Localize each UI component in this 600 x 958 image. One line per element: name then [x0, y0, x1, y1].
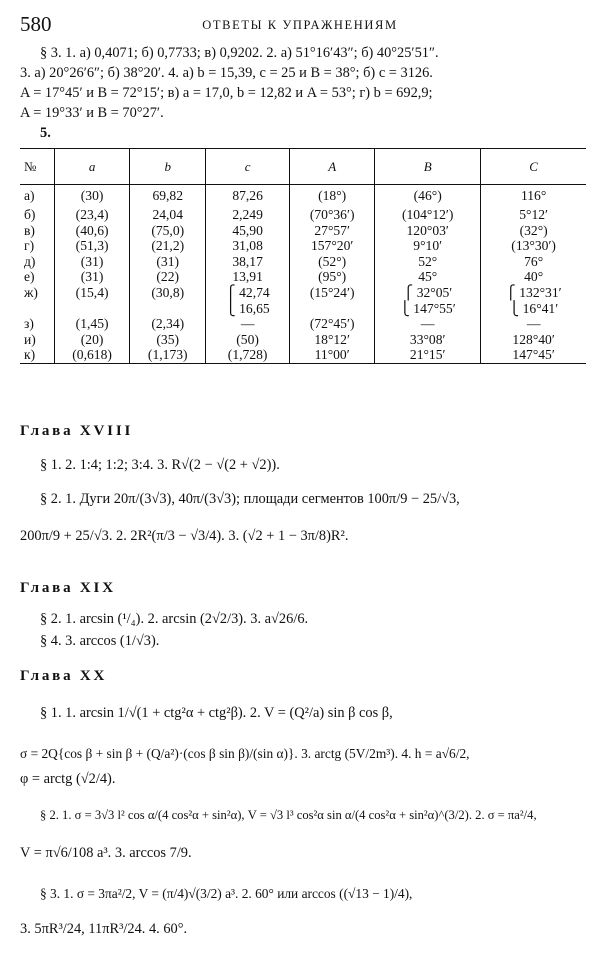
table-cell: 13,91	[206, 269, 290, 285]
table-cell: 45°	[375, 269, 481, 285]
table-cell: —	[206, 316, 290, 332]
s3-line-3: A = 17°45′ и B = 72°15′; в) a = 17,0, b = 12,82 и A = 53°; г) b = 692,9;	[20, 85, 433, 101]
ch19-line-2: § 4. 3. arccos (1/√3).	[40, 633, 160, 649]
table-cell	[54, 301, 130, 317]
table-row	[20, 301, 586, 317]
chapter-18-title: Глава XVIII	[20, 423, 134, 439]
table-cell: 87,26	[206, 185, 290, 208]
s3-line-4: A = 19°33′ и B = 70°27′.	[20, 105, 164, 121]
table-row	[20, 223, 586, 239]
table-cell	[20, 301, 54, 317]
table-cell: (23,4)	[54, 207, 130, 223]
table-cell: (95°)	[290, 269, 375, 285]
table-cell: (75,0)	[130, 223, 206, 239]
table-cell: 9°10′	[375, 238, 481, 254]
table-cell: (31)	[54, 269, 130, 285]
table-header-row	[20, 149, 586, 185]
table-cell: ⎩ 16,65	[206, 301, 290, 317]
table-header: a	[54, 149, 130, 185]
table-cell: 69,82	[130, 185, 206, 208]
page-number: 580	[20, 12, 52, 36]
table-cell: (31)	[130, 254, 206, 270]
table-cell: ж)	[24, 284, 38, 300]
table-cell: (22)	[130, 269, 206, 285]
table-row	[20, 185, 586, 208]
table-cell: 33°08′	[375, 332, 481, 348]
table-cell	[290, 301, 375, 317]
table-cell: б)	[24, 207, 36, 222]
table-cell: а)	[24, 188, 35, 204]
table-header: №	[20, 149, 54, 185]
table-cell: (32°)	[481, 223, 586, 239]
table-header: C	[481, 149, 586, 185]
table-cell: ⎧ 132°31′	[481, 285, 586, 301]
table-cell: 5°12′	[481, 207, 586, 223]
table-row	[20, 238, 586, 254]
table-cell: 21°15′	[375, 347, 481, 363]
answers-table	[20, 148, 586, 364]
table-row	[20, 285, 586, 301]
table-cell: (1,173)	[130, 347, 206, 363]
table-cell: ⎩ 16°41′	[481, 301, 586, 317]
table-cell: (21,2)	[130, 238, 206, 254]
table-header: c	[206, 149, 290, 185]
ch20-line-6: § 3. 1. σ = 3πa²/2, V = (π/4)√(3/2) a³. 2. 60° или arccos ((√13 − 1)/4),	[40, 886, 413, 901]
ch20-line-3: φ = arctg (√2/4).	[20, 771, 116, 787]
table-cell: (20)	[54, 332, 130, 348]
table-cell: (15°24′)	[290, 285, 375, 301]
running-head: ОТВЕТЫ К УПРАЖНЕНИЯМ	[202, 18, 398, 32]
chapter-20-title: Глава XX	[20, 668, 108, 684]
table-cell: (18°)	[290, 185, 375, 208]
s3-line-1: § 3. 1. а) 0,4071; б) 0,7733; в) 0,9202. 2. а) 51°16′43″; б) 40°25′51″.	[40, 45, 439, 61]
table-cell: 157°20′	[290, 238, 375, 254]
table-cell: з)	[24, 316, 34, 332]
table-cell: (1,728)	[206, 347, 290, 363]
table-row	[20, 347, 586, 363]
table-cell: и)	[24, 331, 36, 347]
table-cell: (13°30′)	[481, 238, 586, 254]
table-cell: 38,17	[206, 254, 290, 270]
table-cell: 76°	[481, 254, 586, 270]
table-cell: 27°57′	[290, 223, 375, 239]
table-cell: (51,3)	[54, 238, 130, 254]
table-cell: к)	[20, 347, 54, 363]
table-cell: (40,6)	[54, 223, 130, 239]
table-cell: д)	[24, 253, 36, 269]
table-cell: 18°12′	[290, 332, 375, 348]
chapter-19-title: Глава XIX	[20, 580, 116, 596]
table-cell: (72°45′)	[290, 316, 375, 332]
table-cell: 31,08	[206, 238, 290, 254]
table-cell: (35)	[130, 332, 206, 348]
ch20-line-4: § 2. 1. σ = 3√3 l² cos α/(4 cos²α + sin²α), V = √3 l³ cos²α sin α/(4 cos²α + sin²α)^(3/2). 2. σ = πa²/4,	[40, 808, 537, 822]
ch20-line-7: 3. 5πR³/24, 11πR³/24. 4. 60°.	[20, 921, 188, 937]
ch18-line-2a: § 2. 1. Дуги 20π/(3√3), 40π/(3√3); площади сегментов 100π/9 − 25/√3,	[40, 491, 460, 507]
table-body	[20, 185, 586, 364]
table-cell: е)	[24, 269, 35, 285]
s3-line-2: 3. а) 20°26′6″; б) 38°20′. 4. а) b = 15,39, c = 25 и B = 38°; б) c = 3126.	[20, 65, 433, 81]
table-cell: —	[481, 316, 586, 332]
ch20-line-1: § 1. 1. arcsin 1/√(1 + ctg²α + ctg²β). 2. V = (Q²/a) sin β cos β,	[40, 705, 393, 721]
ch20-line-5: V = π√6/108 a³. 3. arccos 7/9.	[20, 845, 192, 861]
table-header: b	[130, 149, 206, 185]
table-cell: (31)	[54, 254, 130, 270]
table-cell	[130, 301, 206, 317]
ch18-line-1: § 1. 2. 1:4; 1:2; 3:4. 3. R√(2 − √(2 + √2)).	[40, 457, 280, 473]
table-cell: 147°45′	[481, 347, 586, 363]
table-cell: (0,618)	[54, 347, 130, 363]
table-cell: 40°	[481, 269, 586, 285]
table-cell: ⎩ 147°55′	[375, 301, 481, 317]
table-header: B	[375, 149, 481, 185]
table-cell: 11°00′	[290, 347, 375, 363]
ch20-line-2: σ = 2Q{cos β + sin β + (Q/a²)·(cos β sin β)/(sin α)}. 3. arctg (5V/2m³). 4. h = a√6/2,	[20, 746, 470, 761]
table-row	[20, 269, 586, 285]
ch18-line-2b: 200π/9 + 25/√3. 2. 2R²(π/3 − √3/4). 3. (√2 + 1 − 3π/8)R².	[20, 528, 349, 544]
table-cell: ⎧ 32°05′	[375, 285, 481, 301]
table-cell: (15,4)	[54, 285, 130, 301]
table-cell: 116°	[481, 185, 586, 208]
s3-item-5: 5.	[40, 125, 51, 141]
table-row	[20, 332, 586, 348]
table-cell: (104°12′)	[375, 207, 481, 223]
table-cell: (30)	[54, 185, 130, 208]
table-cell: 24,04	[130, 207, 206, 223]
table-cell: 52°	[375, 254, 481, 270]
table-cell: (50)	[206, 332, 290, 348]
table-cell: в)	[24, 222, 35, 238]
table-row	[20, 254, 586, 270]
table-cell: г)	[24, 238, 35, 254]
table-cell: 120°03′	[375, 223, 481, 239]
table-cell: (70°36′)	[290, 207, 375, 223]
table-cell: 2,249	[206, 207, 290, 223]
table-cell: (52°)	[290, 254, 375, 270]
table-cell: (1,45)	[54, 316, 130, 332]
table-header: A	[290, 149, 375, 185]
table-cell: (46°)	[375, 185, 481, 208]
table-row	[20, 207, 586, 223]
table-cell: 128°40′	[481, 332, 586, 348]
table-cell: (2,34)	[130, 316, 206, 332]
table-cell: 45,90	[206, 223, 290, 239]
table-cell: (30,8)	[130, 285, 206, 301]
table-row	[20, 316, 586, 332]
table-cell: ⎧ 42,74	[206, 285, 290, 301]
table-cell: —	[375, 316, 481, 332]
ch19-line-1: § 2. 1. arcsin (¹/₄). 2. arcsin (2√2/3). 3. a√26/6.	[40, 611, 309, 627]
